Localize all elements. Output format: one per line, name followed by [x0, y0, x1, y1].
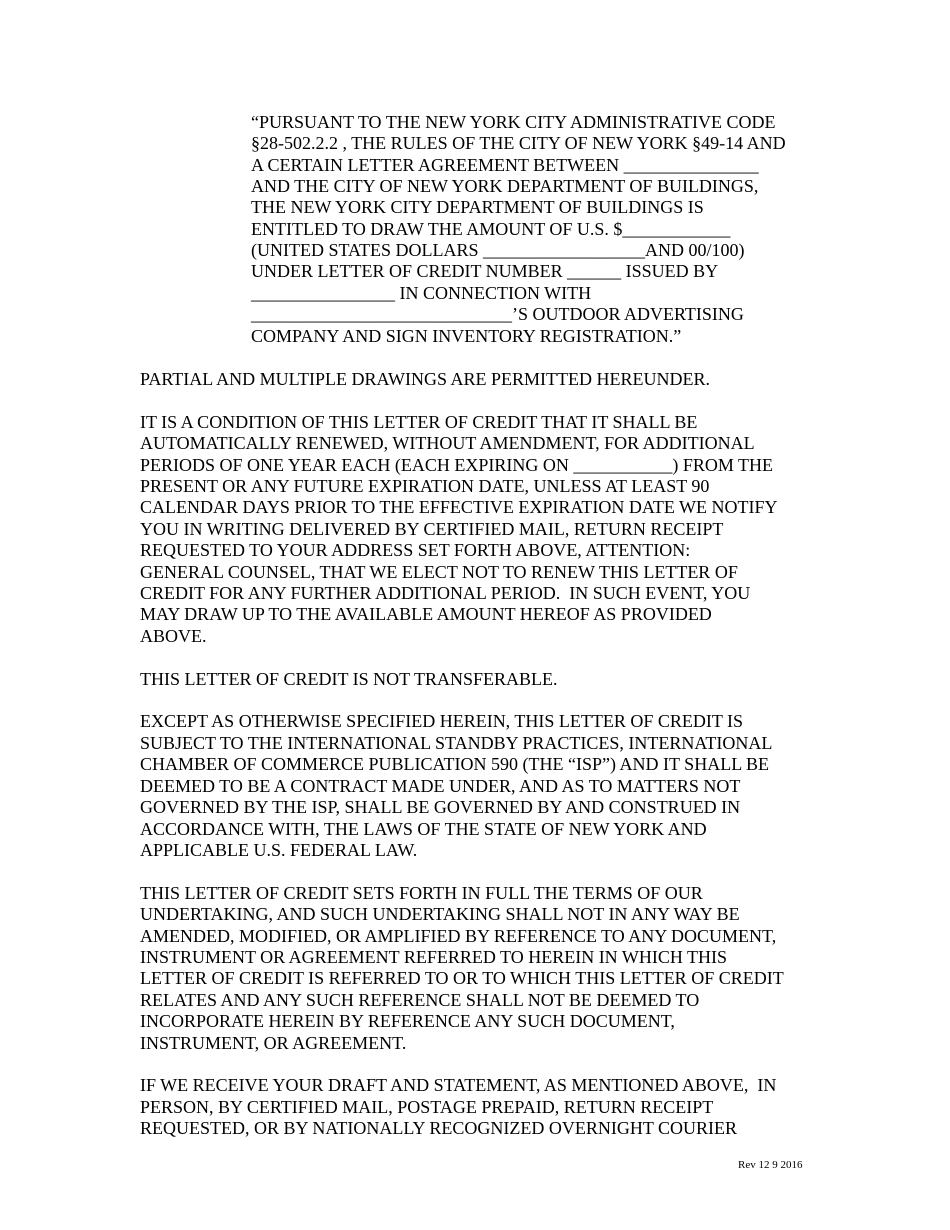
text-line: UNDERTAKING, AND SUCH UNDERTAKING SHALL NOT IN ANY WAY BE	[140, 904, 740, 924]
text-line: ABOVE.	[140, 626, 207, 646]
text-line: §28-502.2.2 , THE RULES OF THE CITY OF NEW YORK §49-14 AND	[251, 133, 786, 153]
text-line: INSTRUMENT, OR AGREEMENT.	[140, 1033, 407, 1053]
text-line: APPLICABLE U.S. FEDERAL LAW.	[140, 840, 418, 860]
text-line: PERSON, BY CERTIFIED MAIL, POSTAGE PREPAID, RETURN RECEIPT	[140, 1097, 714, 1117]
text-line: REQUESTED, OR BY NATIONALLY RECOGNIZED OVERNIGHT COURIER	[140, 1118, 737, 1138]
text-line: “PURSUANT TO THE NEW YORK CITY ADMINISTRATIVE CODE	[251, 112, 776, 132]
text-line: ACCORDANCE WITH, THE LAWS OF THE STATE OF NEW YORK AND	[140, 819, 707, 839]
text-line: _____________________________’S OUTDOOR ADVERTISING	[251, 304, 744, 324]
text-line: INSTRUMENT OR AGREEMENT REFERRED TO HEREIN IN WHICH THIS	[140, 947, 728, 967]
text-line: SUBJECT TO THE INTERNATIONAL STANDBY PRACTICES, INTERNATIONAL	[140, 733, 773, 753]
text-line: DEEMED TO BE A CONTRACT MADE UNDER, AND AS TO MATTERS NOT	[140, 776, 741, 796]
text-line: ________________ IN CONNECTION WITH	[251, 283, 592, 303]
text-line: REQUESTED TO YOUR ADDRESS SET FORTH ABOVE, ATTENTION:	[140, 540, 691, 560]
text-line: CREDIT FOR ANY FURTHER ADDITIONAL PERIOD. IN SUCH EVENT, YOU	[140, 583, 751, 603]
text-line: THE NEW YORK CITY DEPARTMENT OF BUILDINGS IS	[251, 197, 704, 217]
text-line: AUTOMATICALLY RENEWED, WITHOUT AMENDMENT, FOR ADDITIONAL	[140, 433, 755, 453]
text-line: ENTITLED TO DRAW THE AMOUNT OF U.S. $____________	[251, 219, 731, 239]
text-line: CALENDAR DAYS PRIOR TO THE EFFECTIVE EXPIRATION DATE WE NOTIFY	[140, 497, 778, 517]
text-line: (UNITED STATES DOLLARS __________________AND 00/100)	[251, 240, 745, 260]
text-line: PARTIAL AND MULTIPLE DRAWINGS ARE PERMITTED HEREUNDER.	[140, 369, 710, 389]
text-line: RELATES AND ANY SUCH REFERENCE SHALL NOT BE DEEMED TO	[140, 990, 700, 1010]
text-line: AND THE CITY OF NEW YORK DEPARTMENT OF BUILDINGS,	[251, 176, 759, 196]
text-line: LETTER OF CREDIT IS REFERRED TO OR TO WHICH THIS LETTER OF CREDIT	[140, 968, 784, 988]
revision-footer: Rev 12 9 2016	[738, 1159, 803, 1171]
text-line: A CERTAIN LETTER AGREEMENT BETWEEN _______________	[251, 155, 759, 175]
text-line: UNDER LETTER OF CREDIT NUMBER ______ ISSUED BY	[251, 261, 719, 281]
text-line: THIS LETTER OF CREDIT IS NOT TRANSFERABLE.	[140, 669, 558, 689]
text-line: GENERAL COUNSEL, THAT WE ELECT NOT TO RENEW THIS LETTER OF	[140, 562, 738, 582]
text-line: MAY DRAW UP TO THE AVAILABLE AMOUNT HEREOF AS PROVIDED	[140, 604, 712, 624]
text-line: YOU IN WRITING DELIVERED BY CERTIFIED MAIL, RETURN RECEIPT	[140, 519, 724, 539]
text-line: PERIODS OF ONE YEAR EACH (EACH EXPIRING ON ___________) FROM THE	[140, 455, 774, 475]
text-line: THIS LETTER OF CREDIT SETS FORTH IN FULL THE TERMS OF OUR	[140, 883, 703, 903]
text-line: CHAMBER OF COMMERCE PUBLICATION 590 (THE “ISP”) AND IT SHALL BE	[140, 754, 770, 774]
text-line: IT IS A CONDITION OF THIS LETTER OF CREDIT THAT IT SHALL BE	[140, 412, 698, 432]
text-line: IF WE RECEIVE YOUR DRAFT AND STATEMENT, AS MENTIONED ABOVE, IN	[140, 1075, 777, 1095]
text-line: EXCEPT AS OTHERWISE SPECIFIED HEREIN, THIS LETTER OF CREDIT IS	[140, 711, 744, 731]
text-line: PRESENT OR ANY FUTURE EXPIRATION DATE, UNLESS AT LEAST 90	[140, 476, 710, 496]
text-line: AMENDED, MODIFIED, OR AMPLIFIED BY REFERENCE TO ANY DOCUMENT,	[140, 926, 777, 946]
text-line: COMPANY AND SIGN INVENTORY REGISTRATION.”	[251, 326, 682, 346]
text-line: INCORPORATE HEREIN BY REFERENCE ANY SUCH DOCUMENT,	[140, 1011, 675, 1031]
text-line: GOVERNED BY THE ISP, SHALL BE GOVERNED BY AND CONSTRUED IN	[140, 797, 741, 817]
